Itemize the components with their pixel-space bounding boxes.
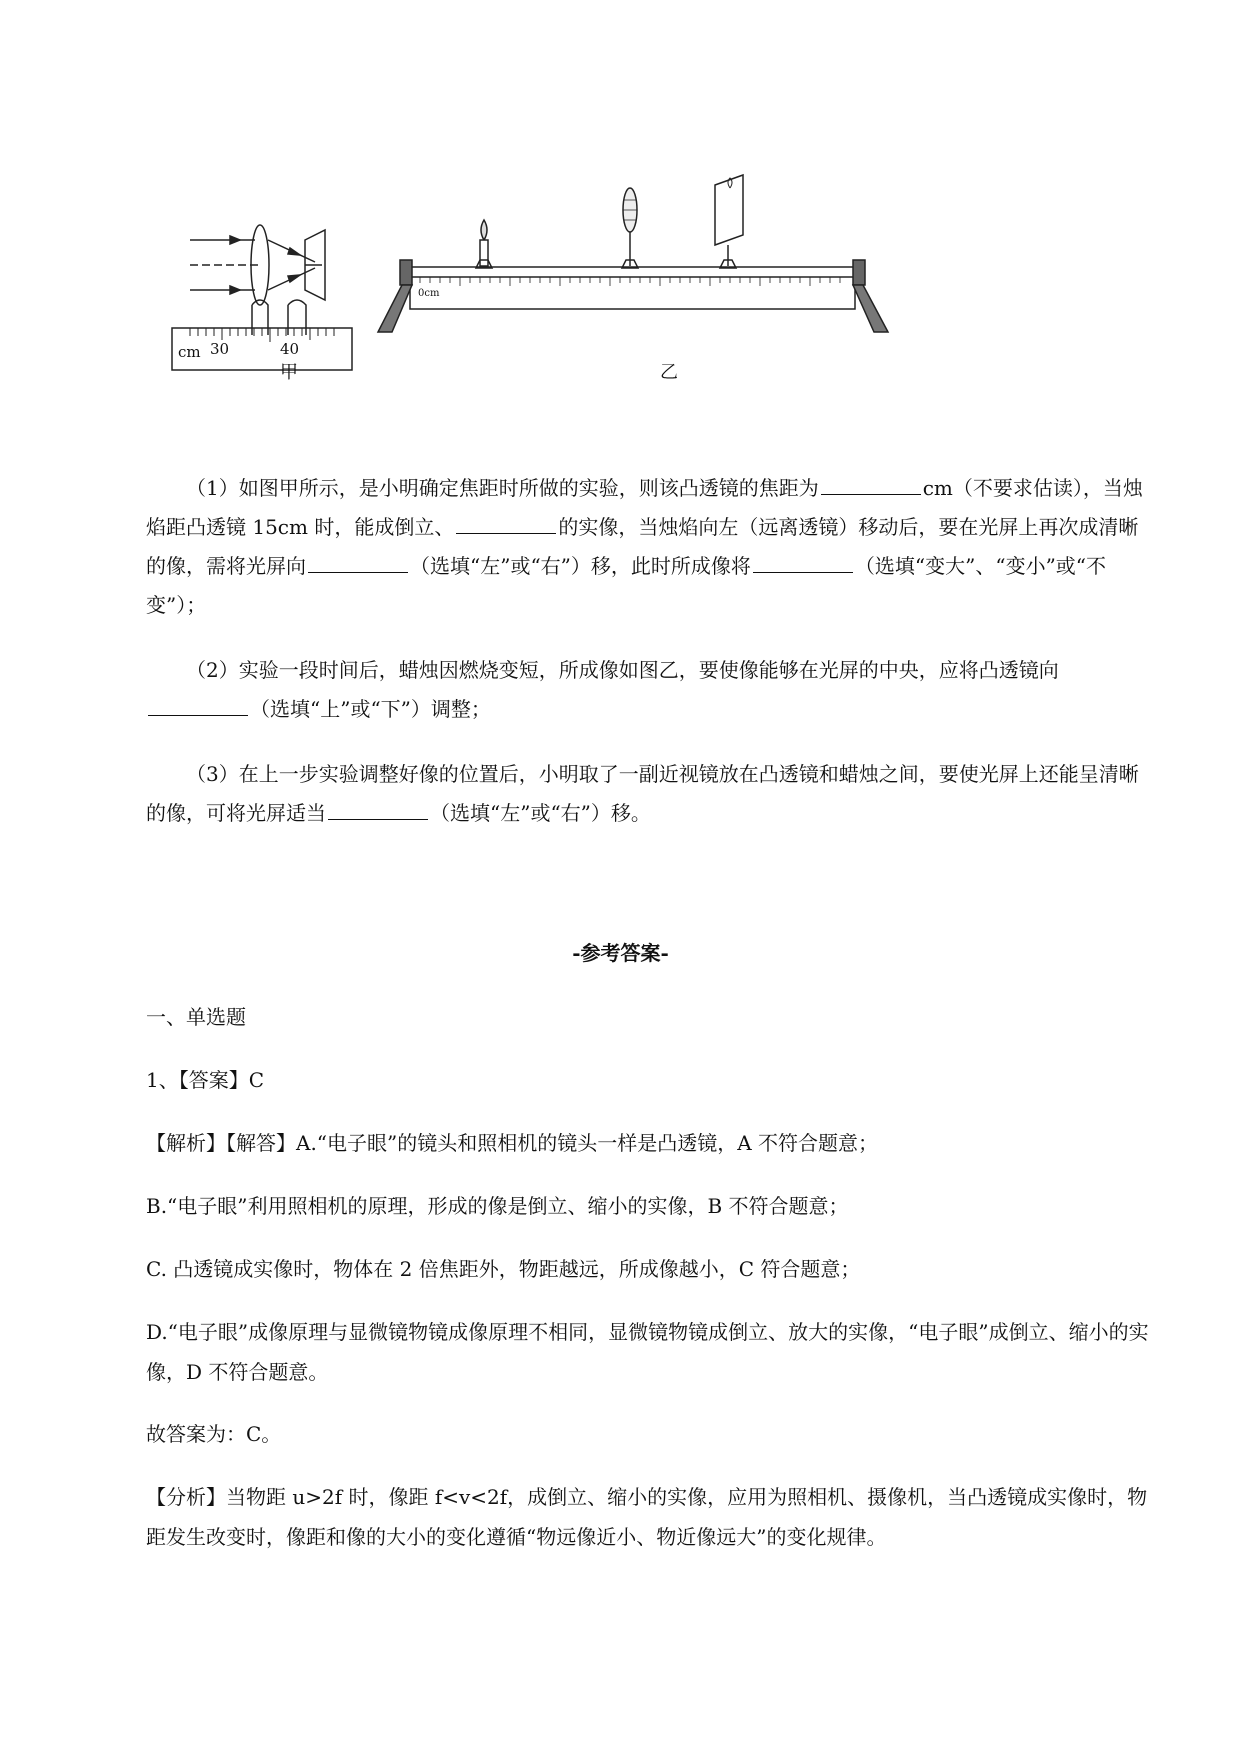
q1-blank-image-size bbox=[753, 552, 853, 573]
jia-ruler-tick-30: 30 bbox=[210, 340, 230, 358]
figure-yi-drawing bbox=[378, 175, 888, 332]
q1-text-1: （1）如图甲所示，是小明确定焦距时所做的实验，则该凸透镜的焦距为 bbox=[186, 476, 819, 500]
analysis-a: 【解析】【解答】A.“电子眼”的镜头和照相机的镜头一样是凸透镜，A 不符合题意； bbox=[146, 1131, 879, 1155]
answer-item-1: 1、【答案】C bbox=[146, 1068, 265, 1092]
figure-yi-label: 乙 bbox=[660, 362, 678, 383]
figure-jia-label: 甲 bbox=[280, 362, 298, 383]
analysis-d: D.“电子眼”成像原理与显微镜物镜成像原理不相同，显微镜物镜成倒立、放大的实像，“电子眼”成倒立、缩小的实像，D 不符合题意。 bbox=[146, 1320, 1149, 1384]
q2-text-1: （2）实验一段时间后，蜡烛因燃烧变短，所成像如图乙，要使像能够在光屏的中央，应将凸透镜向 bbox=[186, 658, 1059, 682]
question-1 bbox=[146, 469, 1146, 625]
q1-text-2: cm（不要求估读），当烛焰距凸透镜 15cm 时，能成倒立、 bbox=[146, 476, 1143, 539]
question-2 bbox=[146, 651, 1146, 729]
q2-blank-lens-direction bbox=[148, 695, 248, 716]
q3-blank-screen-direction bbox=[328, 799, 428, 820]
lens-experiment-figures bbox=[160, 160, 1060, 430]
analysis-b: B.“电子眼”利用照相机的原理，形成的像是倒立、缩小的实像，B 不符合题意； bbox=[146, 1194, 849, 1218]
jia-ruler-unit: cm bbox=[178, 343, 201, 361]
q3-text-1: （3）在上一步实验调整好像的位置后，小明取了一副近视镜放在凸透镜和蜡烛之间，要使光屏上还能呈清晰的像，可将光屏适当 bbox=[146, 762, 1139, 825]
analysis-fenxi: 【分析】当物距 u>2f 时，像距 f<v<2f，成倒立、缩小的实像，应用为照相机、摄像机，当凸透镜成实像时，物距发生改变时，像距和像的大小的变化遵循“物远像近小、物近像远大”的变化规律。 bbox=[146, 1485, 1148, 1549]
answer-title: -参考答案- bbox=[572, 941, 669, 965]
analysis-c: C. 凸透镜成实像时，物体在 2 倍焦距外，物距越远，所成像越小，C 符合题意； bbox=[146, 1257, 861, 1281]
figure-area bbox=[160, 160, 1060, 430]
q1-text-3: 的实像，当烛焰向左（远离透镜）移动后，要在光屏上再次成清晰的像，需将光屏向 bbox=[146, 515, 1139, 578]
yi-ruler-zero: 0cm bbox=[418, 288, 440, 299]
q3-text-2: （选填“左”或“右”）移。 bbox=[430, 801, 651, 825]
q1-text-4: （选填“左”或“右”）移，此时所成像将 bbox=[410, 554, 751, 578]
question-3 bbox=[146, 755, 1146, 833]
questions bbox=[146, 469, 1146, 859]
jia-ruler-tick-40: 40 bbox=[280, 340, 300, 358]
q1-text-5: （选填“变大”、“变小”或“不变”）； bbox=[146, 554, 1107, 617]
q1-blank-focal-length bbox=[821, 474, 921, 495]
q1-blank-screen-direction bbox=[308, 552, 408, 573]
q1-blank-image-type bbox=[456, 513, 556, 534]
q2-text-2: （选填“上”或“下”）调整； bbox=[250, 697, 491, 721]
answer-conclusion: 故答案为：C。 bbox=[146, 1422, 282, 1446]
answer-section-heading: 一、单选题 bbox=[146, 1005, 246, 1029]
